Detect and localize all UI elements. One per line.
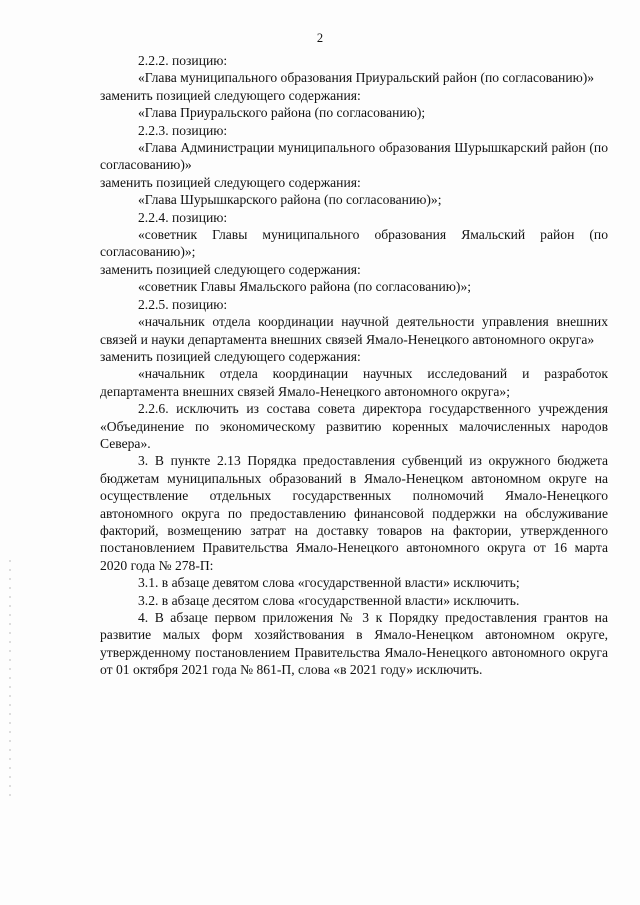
document-body	[100, 52, 608, 679]
paragraph: заменить позицией следующего содержания:	[100, 261, 361, 277]
paragraph: 3.1. в абзаце девятом слова «государственной власти» исключить;	[138, 575, 520, 591]
paragraph: «начальник отдела координации научной деятельности управления внешних связей и науки департамента внешних связей Ямало-Ненецкого автономного округа»	[100, 314, 608, 347]
paragraph: «советник Главы Ямальского района (по согласованию)»;	[138, 279, 472, 295]
paragraph: заменить позицией следующего содержания:	[100, 87, 361, 103]
paragraph: «начальник отдела координации научных исследований и разработок департамента внешних связей Ямало-Ненецкого автономного округа»;	[100, 366, 608, 399]
paragraph: 2.2.6. исключить из состава совета директора государственного учреждения «Объединение по экономическому развитию коренных малочисленных народов Севера».	[100, 401, 608, 451]
paragraph: 2.2.2. позицию:	[138, 53, 228, 68]
paragraph: «Глава Приуральского района (по согласованию);	[138, 105, 426, 121]
paragraph: 2.2.3. позицию:	[138, 122, 228, 138]
paragraph: 3. В пункте 2.13 Порядка предоставления субвенций из окружного бюджета бюджетам муниципальных образований в Ямало-Ненецком автономном округе на осуществление отдельных государственных полномочий Ямало-Ненецкого автономного округа по предоставлению финансовой поддержки на обслуживание факторий, возмещению затрат на доставку товаров на фактории, утвержденного постановлением Правительства Ямало-Ненецкого автономного округа от 16 марта 2020 года № 278-П:	[100, 453, 608, 573]
paragraph: заменить позицией следующего содержания:	[100, 348, 361, 364]
scan-edge-artifact	[9, 560, 11, 800]
paragraph: заменить позицией следующего содержания:	[100, 174, 361, 190]
page-number: 2	[316, 31, 324, 45]
paragraph: «советник Главы муниципального образования Ямальский район (по согласованию)»;	[100, 227, 608, 260]
paragraph: 2.2.4. позицию:	[138, 209, 228, 225]
paragraph: «Глава Шурышкарского района (по согласованию)»;	[138, 192, 442, 208]
paragraph: «Глава муниципального образования Приуральский район (по согласованию)»	[138, 70, 595, 86]
paragraph: 3.2. в абзаце десятом слова «государственной власти» исключить.	[138, 592, 520, 608]
paragraph: «Глава Администрации муниципального образования Шурышкарский район (по согласованию)»	[100, 140, 608, 173]
paragraph: 2.2.5. позицию:	[138, 296, 228, 312]
paragraph: 4. В абзаце первом приложения № 3 к Порядку предоставления грантов на развитие малых форм хозяйствования в Ямало-Ненецком автономном округе, утвержденному постановлением Правительства Ямало-Ненецкого автономного округа от 01 октября 2021 года № 861-П, слова «в 2021 году» исключить.	[100, 610, 608, 678]
